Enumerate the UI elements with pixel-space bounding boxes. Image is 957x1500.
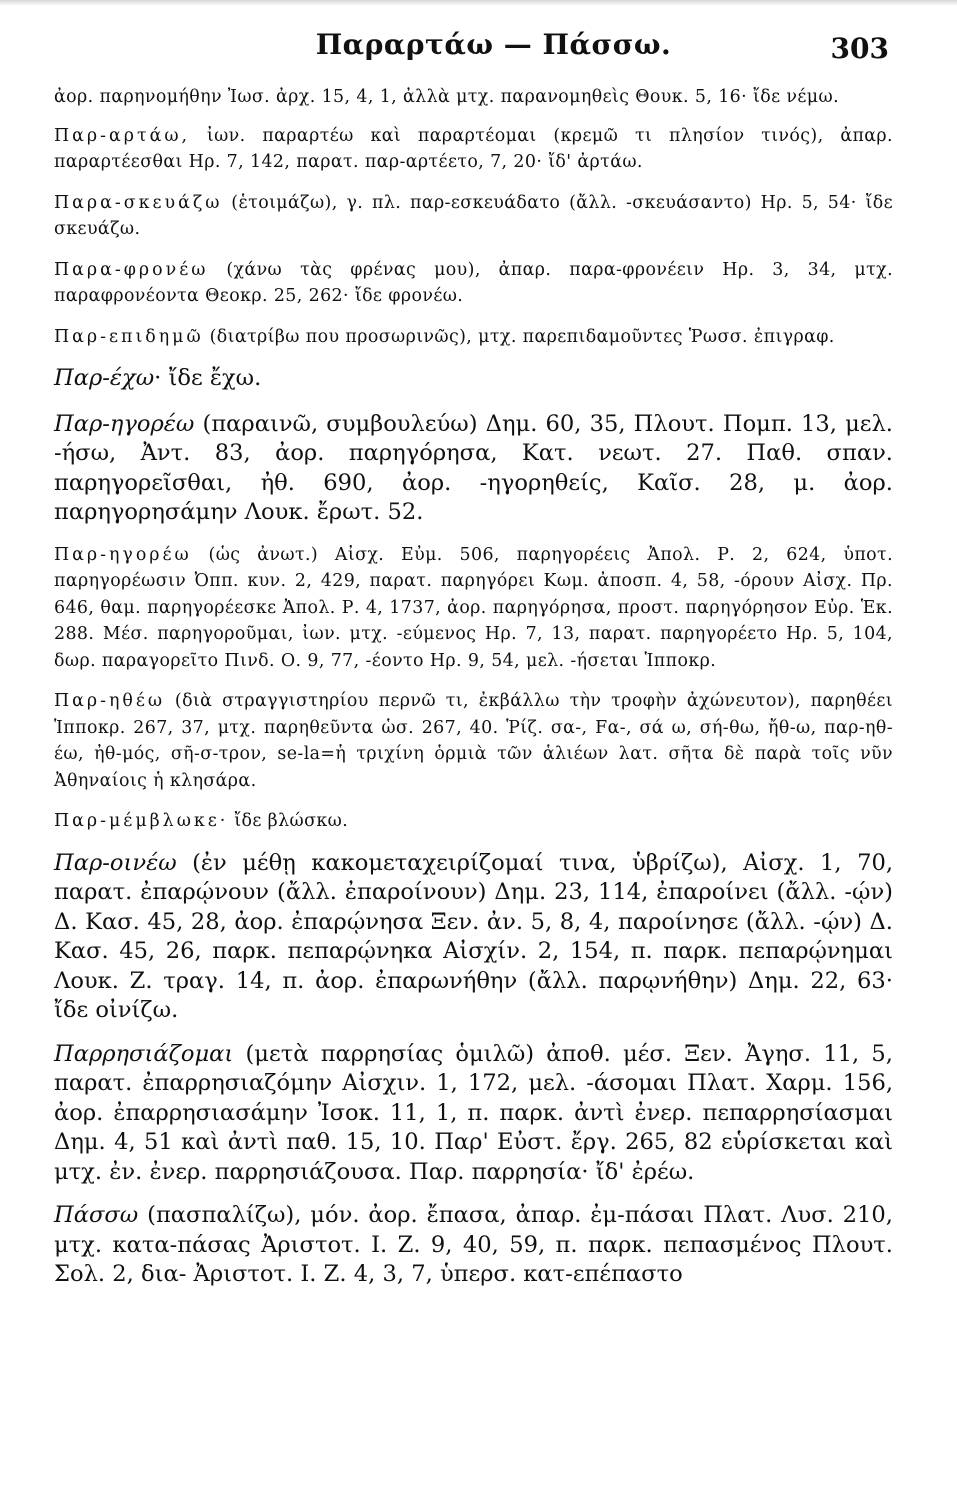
running-title: Παραρτάω — Πάσσω. (315, 28, 672, 61)
entry-continuation (54, 84, 893, 111)
entry-headword: Παρ-οινέω (54, 849, 177, 876)
entry-body: (ἐν μέθῃ κακομεταχειρίζομαί τινα, ὑβρίζω), Αἰσχ. 1, 70, παρατ. ἐπαρῴνουν (ἄλλ. ἐπαροίνουν) Δημ. 23, 114, ἐπαροίνει (ἄλλ. -ῴν) Δ. Κασ. 45, 28, ἀορ. ἐπαρῴνησα Ξεν. ἀν. 5, 8, 4, παροίνησε (ἄλλ. -ῴν) Δ. Κασ. 45, 26, παρκ. πεπαρῴνηκα Αἰσχίν. 2, 154, π. παρκ. πεπαρῴνημαι Λουκ. Ζ. τραγ. 14, π. ἀορ. ἐπαρωνήθην (ἄλλ. παρῳνήθην) Δημ. 22, 63· ἴδε οἰνίζω. (54, 849, 893, 1023)
entry-parresiazomai (54, 1040, 893, 1188)
entry-para-froneo (54, 257, 893, 310)
entry-body: · ἴδε ἔχω. (154, 365, 262, 391)
entry-headword: Παρ-ηθέω (54, 691, 166, 711)
entry-body: (χάνω τὰς φρένας μου), ἀπαρ. παρα-φρονέειν Ηρ. 3, 34, μτχ. παραφρονέοντα Θεοκρ. 25, 262· ἴδε φρονέω. (54, 259, 893, 306)
entry-body: ἰων. παραρτέω καὶ παραρτέομαι (κρεμῶ τι πλησίον τινός), ἀπαρ. παραρτέεσθαι Ηρ. 7, 142, παρατ. παρ-αρτέετο, 7, 20· ἴδ' ἀρτάω. (54, 125, 893, 172)
entry-para-skeuazo (54, 190, 893, 243)
entry-headword: Παρ-έχω (54, 365, 155, 391)
entry-par-egoreo-poetic (54, 542, 893, 675)
entry-par-echo (54, 364, 893, 394)
entry-body: ἀορ. παρηνομήθην Ἰωσ. ἀρχ. 15, 4, 1, ἀλλὰ μτχ. παρανομηθεὶς Θουκ. 5, 16· ἴδε νέμω. (54, 87, 840, 107)
entry-body: (πασπαλίζω), μόν. ἀορ. ἔπασα, ἀπαρ. ἐμ-πάσαι Πλατ. Λυσ. 210, μτχ. κατα-πάσας Ἀριστοτ. Ι. Ζ. 9, 40, 59, π. παρκ. πεπασμένος Πλουτ. Σολ. 2, δια- Ἀριστοτ. Ι. Ζ. 4, 3, 7, ὑπερσ. κατ-επέπαστο (54, 1202, 893, 1287)
entry-headword: Παρα-σκευάζω (54, 192, 223, 213)
running-head (54, 28, 893, 84)
entry-headword: Πάσσω (54, 1202, 139, 1228)
entry-par-egoreo-prose (54, 410, 893, 528)
entry-par-memblooke (54, 808, 893, 835)
entry-body: (διὰ στραγγιστηρίου περνῶ τι, ἐκβάλλω τὴν τροφὴν ἀχώνευτον), παρηθέει Ἱπποκρ. 267, 37, μτχ. παρηθεῦντα ὡσ. 267, 40. Ῥίζ. σα-, Fα-, σά ω, σή-θω, ἤθ-ω, παρ-ηθ-έω, ἠθ-μός, σῆ-σ-τρον, se-la=ἡ τριχίνη ὁρμιὰ τῶν ἁλιέων λατ. σῆτα δὲ παρὰ τοῖς νῦν Ἀθηναίοις ἡ κλησάρα. (54, 691, 893, 791)
entry-body: (παραινῶ, συμβουλεύω) Δημ. 60, 35, Πλουτ. Πομπ. 13, μελ. -ήσω, Ἀντ. 83, ἀορ. παρηγόρησα, Κατ. νεωτ. 27. Παθ. σπαν. παρηγορεῖσθαι, ἠθ. 690, ἀορ. -ηγορηθείς, Καῖσ. 28, μ. ἀορ. παρηγορησάμην Λουκ. ἔρωτ. 52. (54, 410, 893, 525)
entry-headword: Παρ-επιδημῶ (54, 326, 204, 347)
entry-par-artao (54, 123, 893, 176)
entry-par-oineo (54, 849, 893, 1026)
entry-headword: Παρ-ηγορέω (54, 544, 192, 565)
entry-par-ettheo (54, 688, 893, 794)
page-number: 303 (830, 32, 889, 65)
page-edge-shadow (0, 0, 957, 6)
entry-body: ἴδε βλώσκω. (228, 811, 349, 831)
entry-body: (ὡς ἀνωτ.) Αἰσχ. Εὐμ. 506, παρηγορέεις Ἀπολ. Ρ. 2, 624, ὑποτ. παρηγορέωσιν Ὀππ. κυν. 2, 429, παρατ. παρηγόρει Κωμ. ἀποσπ. 4, 58, -όρουν Αἰσχ. Πρ. 646, θαμ. παρηγορέεσκε Ἀπολ. Ρ. 4, 1737, ἀορ. παρηγόρησα, προστ. παρηγόρησον Εὐρ. Ἑκ. 288. Μέσ. παρηγοροῦμαι, ἰων. μτχ. -εύμενος Ηρ. 7, 13, παρατ. παρηγορέετο Ηρ. 5, 104, δωρ. παραγορεῖτο Πινδ. Ο. 9, 77, -έοντο Ηρ. 9, 54, μελ. -ήσεται Ἱπποκρ. (54, 544, 893, 671)
entry-body: (ἑτοιμάζω), γ. πλ. παρ-εσκευάδατο (ἄλλ. -σκευάσαντο) Ηρ. 5, 54· ἴδε σκευάζω. (54, 192, 893, 239)
entry-headword: Παρα-φρονέω (54, 259, 209, 280)
entry-headword: Παρ-αρτάω, (54, 125, 191, 146)
entry-headword: Παρ-ηγορέω (54, 410, 195, 437)
entry-passo (54, 1201, 893, 1290)
entry-par-epidemo (54, 324, 893, 351)
entry-headword: Παρ-μέμβλωκε· (54, 811, 229, 831)
entry-body: (μετὰ παρρησίας ὁμιλῶ) ἀποθ. μέσ. Ξεν. Ἀγησ. 11, 5, παρατ. ἐπαρρησιαζόμην Αἰσχιν. 1, 172, μελ. -άσομαι Πλατ. Χαρμ. 156, ἀορ. ἐπαρρησιασάμην Ἰσοκ. 11, 1, π. παρκ. ἀντὶ ἐνερ. πεπαρρησίασμαι Δημ. 4, 51 καὶ ἀντὶ παθ. 15, 10. Παρ' Εὐστ. ἔργ. 265, 82 εὑρίσκεται καὶ μτχ. ἐν. ἐνερ. παρρησιάζουσα. Παρ. παρρησία· ἴδ' ἐρέω. (54, 1040, 893, 1185)
entry-headword: Παρρησιάζομαι (54, 1040, 234, 1067)
entry-body: (διατρίβω που προσωρινῶς), μτχ. παρεπιδαμοῦντες Ῥωσσ. ἐπιγραφ. (203, 326, 835, 347)
